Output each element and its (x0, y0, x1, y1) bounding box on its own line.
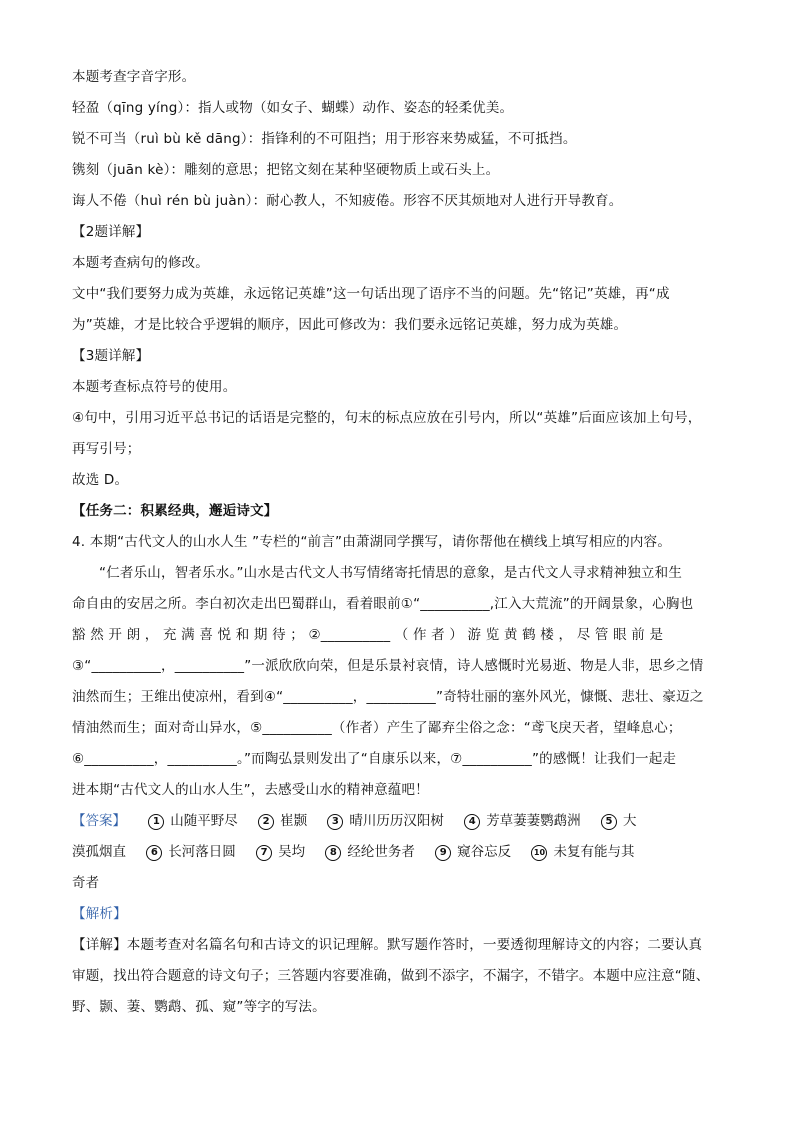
passage-line: 情油然而生；面对奇山异水，⑤__________（作者）产生了鄙弃尘俗之念：“鸢飞戾天者，望峰息心； (72, 720, 682, 736)
task-heading: 【任务二：积累经典，邂逅诗文】 (72, 503, 278, 519)
answer-row (72, 837, 724, 868)
text-line: 本题考查字音字形。 (72, 69, 196, 85)
passage-line: 豁 然 开 朗 ， 充 满 喜 悦 和 期 待 ； ②__________ （ 作 者 ） 游 览 黄 鹤 楼 ， 尽 管 眼 前 是 (72, 627, 664, 643)
answer-item: 2 崔颢 (258, 813, 307, 829)
passage-line: 命自由的安居之所。李白初次走出巴蜀群山，看着眼前①“__________,江入大荒流”的开阔景象，心胸也 (72, 596, 694, 612)
answer-row (72, 806, 724, 837)
passage-line: ③“__________，__________”一派欣欣向荣，但是乐景衬哀情，诗人感慨时光易逝、物是人非，思乡之情 (72, 658, 704, 674)
passage-line: 进本期“古代文人的山水人生”，去感受山水的精神意蕴吧！ (72, 782, 429, 798)
passage-line: 油然而生；王维出使凉州，看到④“__________，__________”奇特壮丽的塞外风光，慷慨、悲壮、豪迈之 (72, 689, 704, 705)
answer-item: 8 经纶世务者 (325, 844, 415, 860)
text-line: 故选 D。 (72, 472, 129, 488)
answer-item: 4 芳草萋萋鹦鹉洲 (464, 813, 581, 829)
answer-item: 7 吴均 (256, 844, 305, 860)
text-line: 本题考查病句的修改。 (72, 255, 209, 271)
text-line: 锐不可当（ruì bù kě dāng）：指锋利的不可阻挡；用于形容来势威猛，不可抵挡。 (72, 131, 577, 147)
section-heading: 【3题详解】 (72, 348, 150, 364)
text-line: 诲人不倦（huì rén bù juàn）：耐心教人，不知疲倦。形容不厌其烦地对人进行开导教育。 (72, 193, 623, 209)
document-page (72, 62, 724, 1023)
passage-line: “仁者乐山，智者乐水。”山水是古代文人书写情绪寄托情思的意象，是古代文人寻求精神独立和生 (99, 565, 683, 581)
text-line: 野、颢、萋、鹦鹉、孤、窥”等字的写法。 (72, 999, 326, 1015)
text-line: 为”英雄，才是比较合乎逻辑的顺序，因此可修改为：我们要永远铭记英雄，努力成为英雄。 (72, 317, 628, 333)
answer-item: 3 晴川历历汉阳树 (327, 813, 444, 829)
answer-item: 5 大 (601, 813, 637, 829)
answer-label: 【答案】 (72, 813, 126, 829)
section-heading: 【2题详解】 (72, 224, 150, 240)
answer-row (72, 868, 724, 899)
text-line: ④句中，引用习近平总书记的话语是完整的，句末的标点应放在引号内，所以“英雄”后面应该加上句号， (72, 410, 702, 426)
answer-item: 10 未复有能与其 (531, 844, 634, 860)
text-line: 审题，找出符合题意的诗文句子；三答题内容要准确，做到不添字，不漏字，不错字。本题中应注意“随、 (72, 968, 710, 984)
analysis-label: 【解析】 (72, 906, 127, 922)
answer-item: 1 山随平野尽 (148, 813, 238, 829)
answer-item-cont: 奇者 (72, 875, 99, 891)
answer-item: 9 窥谷忘反 (435, 844, 511, 860)
text-line: 文中“我们要努力成为英雄，永远铭记英雄”这一句话出现了语序不当的问题。先“铭记”英雄，再“成 (72, 286, 670, 302)
text-line: 本题考查标点符号的使用。 (72, 379, 237, 395)
question-stem: 4. 本期“古代文人的山水人生 ”专栏的“前言”由萧湖同学撰写，请你帮他在横线上填写相应的内容。 (72, 534, 672, 550)
passage-line: ⑥__________，__________。”而陶弘景则发出了“自康乐以来，⑦__________”的感慨！让我们一起走 (72, 751, 677, 767)
answer-item-cont: 漠孤烟直 (72, 844, 126, 860)
text-line: 轻盈（qīng yíng）：指人或物（如女子、蝴蝶）动作、姿态的轻柔优美。 (72, 100, 514, 116)
answer-item: 6 长河落日圆 (146, 844, 236, 860)
text-line: 镌刻（juān kè）：雕刻的意思；把铭文刻在某种坚硬物质上或石头上。 (72, 162, 500, 178)
text-line: 再写引号； (72, 441, 141, 457)
text-line: 【详解】本题考查对名篇名句和古诗文的识记理解。默写题作答时，一要透彻理解诗文的内容；二要认真 (72, 937, 703, 953)
